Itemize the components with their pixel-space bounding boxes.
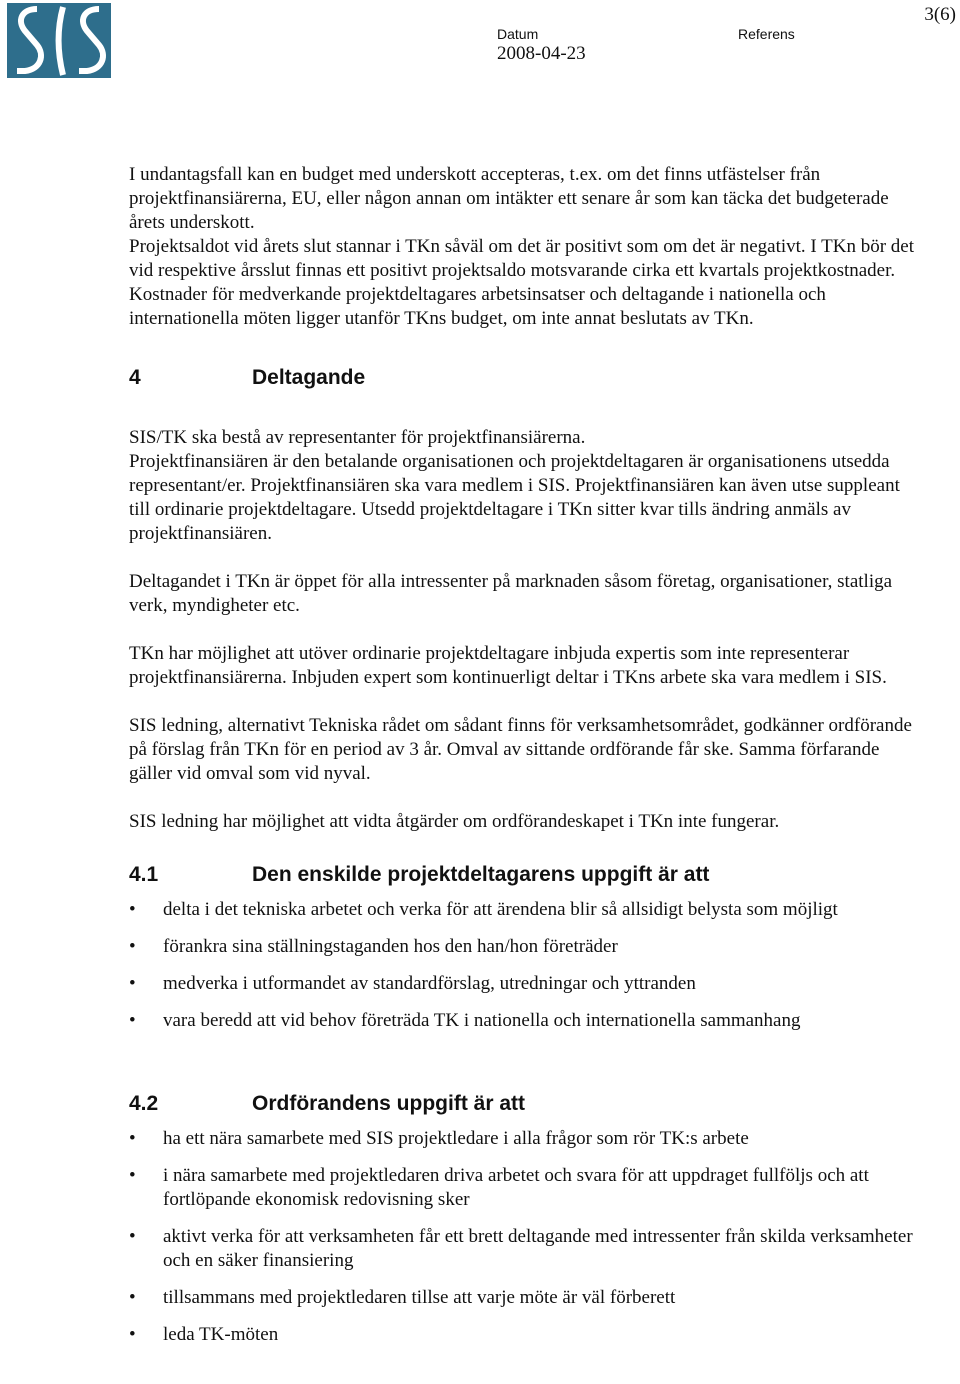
section-paragraph: SIS ledning, alternativt Tekniska rådet om sådant finns för verksamhetsområdet, godkänner ordförande på förslag från TKn för en period av 3 år. Omval av sittande ordförande får ske. Samma förfarande gäller vid omval som vid nyval. bbox=[129, 715, 912, 784]
bullet-icon: • bbox=[129, 1010, 136, 1031]
section-4-heading bbox=[129, 364, 919, 392]
datum-label: Datum bbox=[497, 26, 539, 42]
section-paragraph: Deltagandet i TKn är öppet för alla intressenter på marknaden såsom företag, organisationer, statliga verk, myndigheter etc. bbox=[129, 571, 893, 616]
bullet-icon: • bbox=[129, 1165, 136, 1186]
list-item: • i nära samarbete med projektledaren driva arbetet och svara för att uppdraget fullföljs och att fortlöpande ekonomisk redovisning sker bbox=[129, 1165, 869, 1210]
bullet-icon: • bbox=[129, 1128, 136, 1149]
sis-logo bbox=[7, 3, 111, 78]
list-item: • förankra sina ställningstaganden hos den han/hon företräder bbox=[129, 936, 618, 957]
section-title: Deltagande bbox=[252, 366, 366, 389]
list-item: • aktivt verka för att verksamheten får ett brett deltagande med intressenter från skilda verksamheter och en säker finansiering bbox=[129, 1226, 913, 1271]
bullet-icon: • bbox=[129, 1287, 136, 1308]
page-number: 3(6) bbox=[924, 4, 956, 25]
section-paragraph: Projektfinansiären är den betalande organisationen och projektdeltagaren är organisationens utsedda representant/er. Projektfinansiären ska vara medlem i SIS. Projektfinansiären kan även utse suppleant till ordinarie projektdeltagare. Utsedd projektdeltagare i TKn sitter kvar tills ändring anmäls av projektfinansiären. bbox=[129, 451, 900, 544]
section-title: Den enskilde projektdeltagarens uppgift är att bbox=[252, 863, 710, 886]
bullet-icon: • bbox=[129, 936, 136, 957]
datum-value: 2008-04-23 bbox=[497, 43, 586, 64]
list-item: • leda TK-möten bbox=[129, 1324, 279, 1345]
chair-duties-list bbox=[129, 1127, 919, 1347]
list-item: • tillsammans med projektledaren tillse att varje möte är väl förberett bbox=[129, 1287, 676, 1308]
section-paragraph: TKn har möjlighet att utöver ordinarie projektdeltagare inbjuda expertis som inte representerar projektfinansiärerna. Inbjuden expert som kontinuerligt deltar i TKns arbete ska vara medlem i SIS. bbox=[129, 643, 887, 688]
section-paragraph: SIS/TK ska bestå av representanter för projektfinansiärerna. bbox=[129, 427, 586, 448]
bullet-icon: • bbox=[129, 973, 136, 994]
section-title: Ordförandens uppgift är att bbox=[252, 1092, 525, 1115]
section-number: 4 bbox=[129, 366, 141, 389]
referens-label: Referens bbox=[738, 26, 795, 42]
intro-paragraph: Projektsaldot vid årets slut stannar i TKn såväl om det är positivt som om det är negativt. I TKn bör det vid respektive årsslut finnas ett positivt projektsaldo motsvarande cirka ett kvartals projektkostnader. bbox=[129, 236, 915, 281]
bullet-icon: • bbox=[129, 899, 136, 920]
list-item: • vara beredd att vid behov företräda TK i nationella och internationella sammanhang bbox=[129, 1010, 801, 1031]
section-4-2-heading bbox=[129, 1090, 919, 1118]
document-body bbox=[129, 163, 919, 1347]
bullet-icon: • bbox=[129, 1324, 136, 1345]
list-item: • ha ett nära samarbete med SIS projektledare i alla frågor som rör TK:s arbete bbox=[129, 1128, 749, 1149]
intro-paragraph: I undantagsfall kan en budget med underskott accepteras, t.ex. om det finns utfästelser från projektfinansiärerna, EU, eller någon annan om intäkter ett senare år som kan täcka det budgeterade årets underskott. bbox=[129, 164, 889, 233]
participant-duties-list bbox=[129, 898, 919, 1033]
list-item: • medverka i utformandet av standardförslag, utredningar och yttranden bbox=[129, 973, 696, 994]
section-4-1-heading bbox=[129, 861, 919, 889]
section-number: 4.1 bbox=[129, 863, 159, 886]
bullet-icon: • bbox=[129, 1226, 136, 1247]
section-paragraph: SIS ledning har möjlighet att vidta åtgärder om ordförandeskapet i TKn inte fungerar. bbox=[129, 811, 780, 832]
section-number: 4.2 bbox=[129, 1092, 159, 1115]
intro-paragraph: Kostnader för medverkande projektdeltagares arbetsinsatser och deltagande i nationella och internationella möten ligger utanför TKns budget, om inte annat beslutats av TKn. bbox=[129, 284, 826, 329]
list-item: • delta i det tekniska arbetet och verka för att ärendena blir så allsidigt belysta som möjligt bbox=[129, 899, 838, 920]
